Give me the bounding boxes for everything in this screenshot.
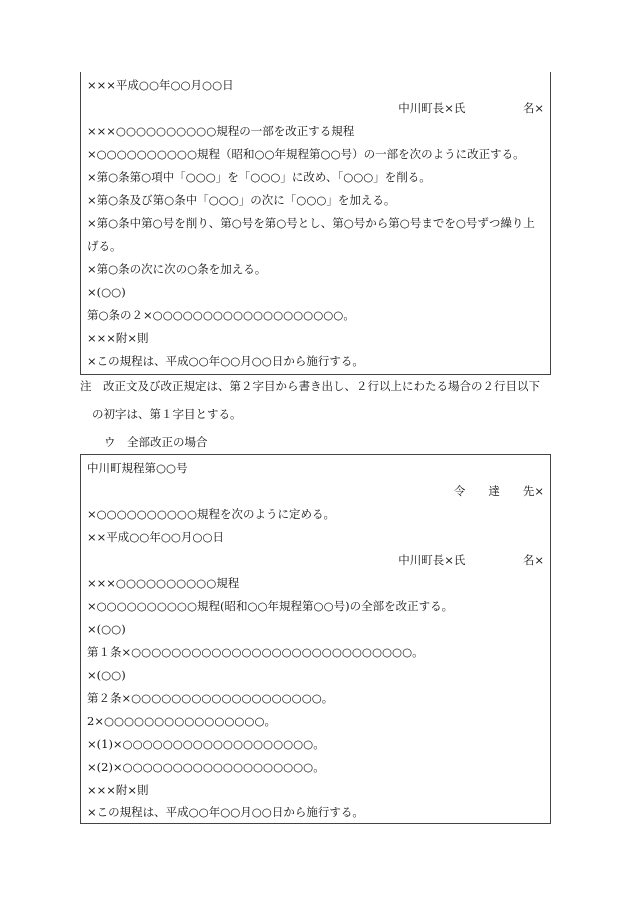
amendment-clause-line: ×第○条中第○号を削り、第○号を第○号とし、第○号から第○号までを○号ずつ繰り上	[87, 216, 535, 230]
item-line: ×(2)×○○○○○○○○○○○○○○○○○○○。	[87, 760, 325, 774]
enforcement-date-line: ×この規程は、平成○○年○○月○○日から施行する。	[87, 805, 364, 819]
regulation-number-line: 中川町規程第○○号	[87, 461, 188, 475]
item-line: ×(1)×○○○○○○○○○○○○○○○○○○○。	[87, 737, 325, 751]
note-line-2: の初字は、第１字目とする。	[92, 407, 242, 421]
amendment-clause-line: ×第○条及び第○条中「○○○」の次に「○○○」を加える。	[87, 193, 396, 207]
mayor-signature-line: 中川町長×氏 名×	[398, 553, 544, 567]
enforcement-date-line: ×この規程は、平成○○年○○月○○日から施行する。	[87, 354, 364, 368]
amendment-clause-line: ×第○条の次に次の○条を加える。	[87, 262, 267, 276]
amendment-clause-line: ×第○条第○項中「○○○」を「○○○」に改め、「○○○」を削る。	[87, 170, 431, 184]
regulation-title-line: ×××○○○○○○○○○○規程の一部を改正する規程	[87, 124, 355, 138]
amendment-clause-continuation: げる。	[87, 239, 122, 253]
full-amendment-statement-line: ×○○○○○○○○○○規程(昭和○○年規程第○○号)の全部を改正する。	[87, 599, 454, 613]
enactment-statement-line: ×○○○○○○○○○○規程を次のように定める。	[87, 507, 335, 521]
mayor-signature-line: 中川町長×氏 名×	[398, 101, 544, 115]
regulation-title-line: ×××○○○○○○○○○○規程	[87, 576, 240, 590]
paragraph-line: 2×○○○○○○○○○○○○○○○○。	[87, 714, 277, 728]
section-heading: ウ 全部改正の場合	[104, 435, 208, 449]
partial-amendment-example-box	[80, 72, 551, 375]
article-line: 第１条×○○○○○○○○○○○○○○○○○○○○○○○○○○○○。	[87, 645, 424, 659]
supplementary-provisions-heading: ×××附×則	[87, 783, 149, 797]
full-amendment-example-box	[80, 454, 551, 824]
amendment-statement-line: ×○○○○○○○○○○規程（昭和○○年規程第○○号）の一部を次のように改正する。	[87, 147, 525, 161]
date-line: ××平成○○年○○月○○日	[87, 530, 224, 544]
article-caption-line: ×(○○)	[87, 668, 126, 682]
article-caption-line: ×(○○)	[87, 622, 126, 636]
article-line: 第２条×○○○○○○○○○○○○○○○○○○○。	[87, 691, 334, 705]
recipient-line: 令 達 先×	[453, 484, 544, 498]
note-line-1: 注 改正文及び改正規定は、第２字目から書き出し、２行以上にわたる場合の２行目以下	[80, 379, 540, 393]
supplementary-provisions-heading: ×××附×則	[87, 331, 149, 345]
date-line: ×××平成○○年○○月○○日	[87, 78, 234, 92]
article-caption-line: ×(○○)	[87, 285, 126, 299]
article-line: 第○条の２×○○○○○○○○○○○○○○○○○○○。	[87, 308, 355, 322]
